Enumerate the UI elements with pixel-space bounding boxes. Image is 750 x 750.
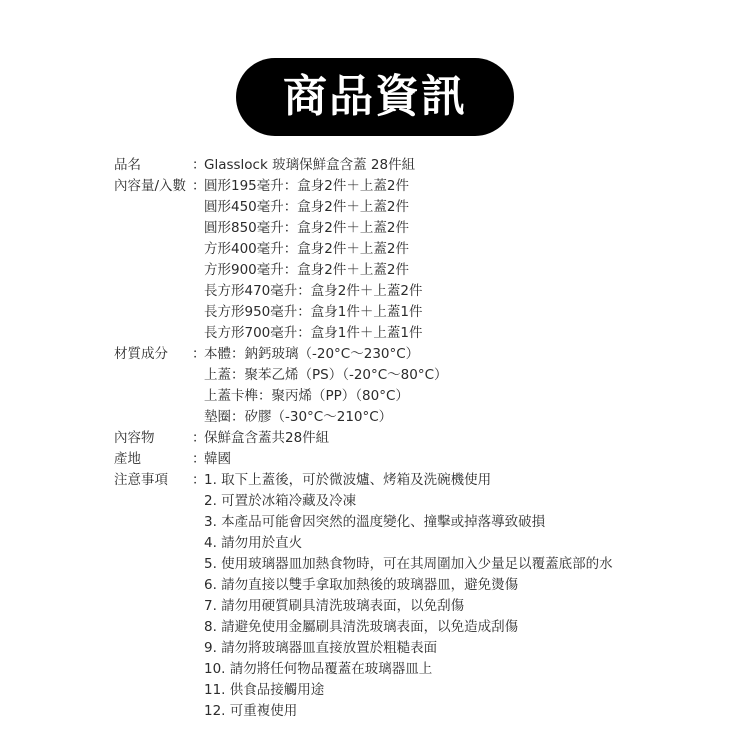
spec-colon: [192, 407, 204, 428]
spec-row-caution: [114, 533, 734, 554]
spec-value: 10. 請勿將任何物品覆蓋在玻璃器皿上: [204, 661, 433, 677]
spec-value: 保鮮盒含蓋共28件組: [204, 430, 330, 446]
spec-row-caution: [114, 575, 734, 596]
spec-row-package-contents: [114, 428, 734, 449]
spec-value: 5. 使用玻璃器皿加熱食物時，可在其周圍加入少量足以覆蓋底部的水: [204, 556, 613, 572]
spec-value: 圓形195毫升：盒身2件＋上蓋2件: [204, 178, 409, 194]
spec-row-caution: [114, 491, 734, 512]
spec-colon: ：: [192, 451, 206, 467]
spec-label: [114, 302, 192, 323]
spec-value: 長方形470毫升：盒身2件＋上蓋2件: [204, 283, 423, 299]
spec-value: 韓國: [204, 451, 231, 467]
spec-colon: [192, 386, 204, 407]
spec-label: [114, 197, 192, 218]
spec-value: 9. 請勿將玻璃器皿直接放置於粗糙表面: [204, 640, 438, 656]
spec-row-caution: [114, 680, 734, 701]
spec-value: 1. 取下上蓋後，可於微波爐、烤箱及洗碗機使用: [204, 472, 492, 488]
spec-label: [114, 386, 192, 407]
spec-colon: ：: [192, 178, 206, 194]
spec-label: [114, 239, 192, 260]
spec-row-contents-quantity: [114, 218, 734, 239]
spec-value: 上蓋卡榫：聚丙烯（PP）（80°C）: [204, 388, 409, 404]
spec-row-material: [114, 386, 734, 407]
spec-row-caution: [114, 617, 734, 638]
spec-label: [114, 596, 192, 617]
spec-value: 圓形850毫升：盒身2件＋上蓋2件: [204, 220, 409, 236]
spec-label: [114, 617, 192, 638]
spec-colon: [192, 281, 204, 302]
spec-label: [114, 365, 192, 386]
spec-colon: [192, 554, 204, 575]
spec-value: 8. 請避免使用金屬刷具清洗玻璃表面，以免造成刮傷: [204, 619, 519, 635]
spec-row-contents-quantity: [114, 302, 734, 323]
spec-row-contents-quantity: [114, 281, 734, 302]
spec-value: 長方形700毫升：盒身1件＋上蓋1件: [204, 325, 423, 341]
spec-colon: [192, 638, 204, 659]
spec-row-material: [114, 344, 734, 365]
spec-label: [114, 218, 192, 239]
spec-value: Glasslock 玻璃保鮮盒含蓋 28件組: [204, 157, 416, 173]
spec-label: 注意事項: [114, 472, 168, 488]
spec-label: 內容量/入數: [114, 178, 187, 194]
spec-row-caution: [114, 554, 734, 575]
spec-colon: [192, 512, 204, 533]
spec-row-caution: [114, 638, 734, 659]
spec-label: [114, 512, 192, 533]
spec-value: 墊圈：矽膠（-30°C～210°C）: [204, 409, 393, 425]
spec-row-contents-quantity: [114, 176, 734, 197]
spec-colon: ：: [192, 157, 206, 173]
spec-value: 12. 可重複使用: [204, 703, 298, 719]
spec-colon: [192, 365, 204, 386]
spec-colon: [192, 302, 204, 323]
spec-colon: [192, 218, 204, 239]
spec-row-caution: [114, 470, 734, 491]
spec-label: 材質成分: [114, 346, 168, 362]
spec-label: [114, 680, 192, 701]
spec-colon: [192, 197, 204, 218]
spec-colon: [192, 533, 204, 554]
spec-row-material: [114, 407, 734, 428]
spec-colon: [192, 323, 204, 344]
spec-row-material: [114, 365, 734, 386]
spec-label: [114, 554, 192, 575]
title-banner: [236, 58, 514, 136]
spec-value: 方形900毫升：盒身2件＋上蓋2件: [204, 262, 409, 278]
spec-value: 上蓋：聚苯乙烯（PS）（-20°C～80°C）: [204, 367, 448, 383]
spec-colon: ：: [192, 472, 206, 488]
spec-value: 4. 請勿用於直火: [204, 535, 303, 551]
spec-label: [114, 575, 192, 596]
spec-row-caution: [114, 701, 734, 722]
spec-colon: [192, 491, 204, 512]
spec-colon: [192, 239, 204, 260]
spec-label: [114, 659, 192, 680]
spec-colon: [192, 701, 204, 722]
spec-label: 品名: [114, 157, 141, 173]
spec-value: 圓形450毫升：盒身2件＋上蓋2件: [204, 199, 409, 215]
spec-label: [114, 701, 192, 722]
spec-row-contents-quantity: [114, 197, 734, 218]
spec-row-contents-quantity: [114, 260, 734, 281]
spec-label: [114, 281, 192, 302]
spec-colon: [192, 617, 204, 638]
spec-row-caution: [114, 596, 734, 617]
spec-row-product-name: [114, 155, 734, 176]
spec-colon: [192, 659, 204, 680]
spec-row-caution: [114, 512, 734, 533]
page-title: 商品資訊: [283, 71, 467, 122]
spec-label: [114, 323, 192, 344]
spec-label: 產地: [114, 451, 141, 467]
spec-value: 2. 可置於冰箱冷藏及冷凍: [204, 493, 357, 509]
spec-value: 3. 本產品可能會因突然的溫度變化、撞擊或掉落導致破損: [204, 514, 546, 530]
spec-label: 內容物: [114, 430, 155, 446]
spec-row-contents-quantity: [114, 239, 734, 260]
spec-value: 本體：鈉鈣玻璃（-20°C～230°C）: [204, 346, 420, 362]
spec-label: [114, 491, 192, 512]
spec-colon: [192, 680, 204, 701]
spec-colon: [192, 575, 204, 596]
spec-row-origin: [114, 449, 734, 470]
spec-value: 6. 請勿直接以雙手拿取加熱後的玻璃器皿，避免燙傷: [204, 577, 519, 593]
spec-value: 7. 請勿用硬質刷具清洗玻璃表面，以免刮傷: [204, 598, 465, 614]
spec-label: [114, 260, 192, 281]
spec-row-caution: [114, 659, 734, 680]
spec-value: 11. 供食品接觸用途: [204, 682, 325, 698]
spec-row-contents-quantity: [114, 323, 734, 344]
spec-colon: ：: [192, 346, 206, 362]
spec-colon: [192, 260, 204, 281]
spec-colon: [192, 596, 204, 617]
spec-label: [114, 407, 192, 428]
spec-value: 方形400毫升：盒身2件＋上蓋2件: [204, 241, 409, 257]
spec-value: 長方形950毫升：盒身1件＋上蓋1件: [204, 304, 423, 320]
product-spec-list: [114, 155, 734, 722]
spec-label: [114, 638, 192, 659]
spec-label: [114, 533, 192, 554]
spec-colon: ：: [192, 430, 206, 446]
